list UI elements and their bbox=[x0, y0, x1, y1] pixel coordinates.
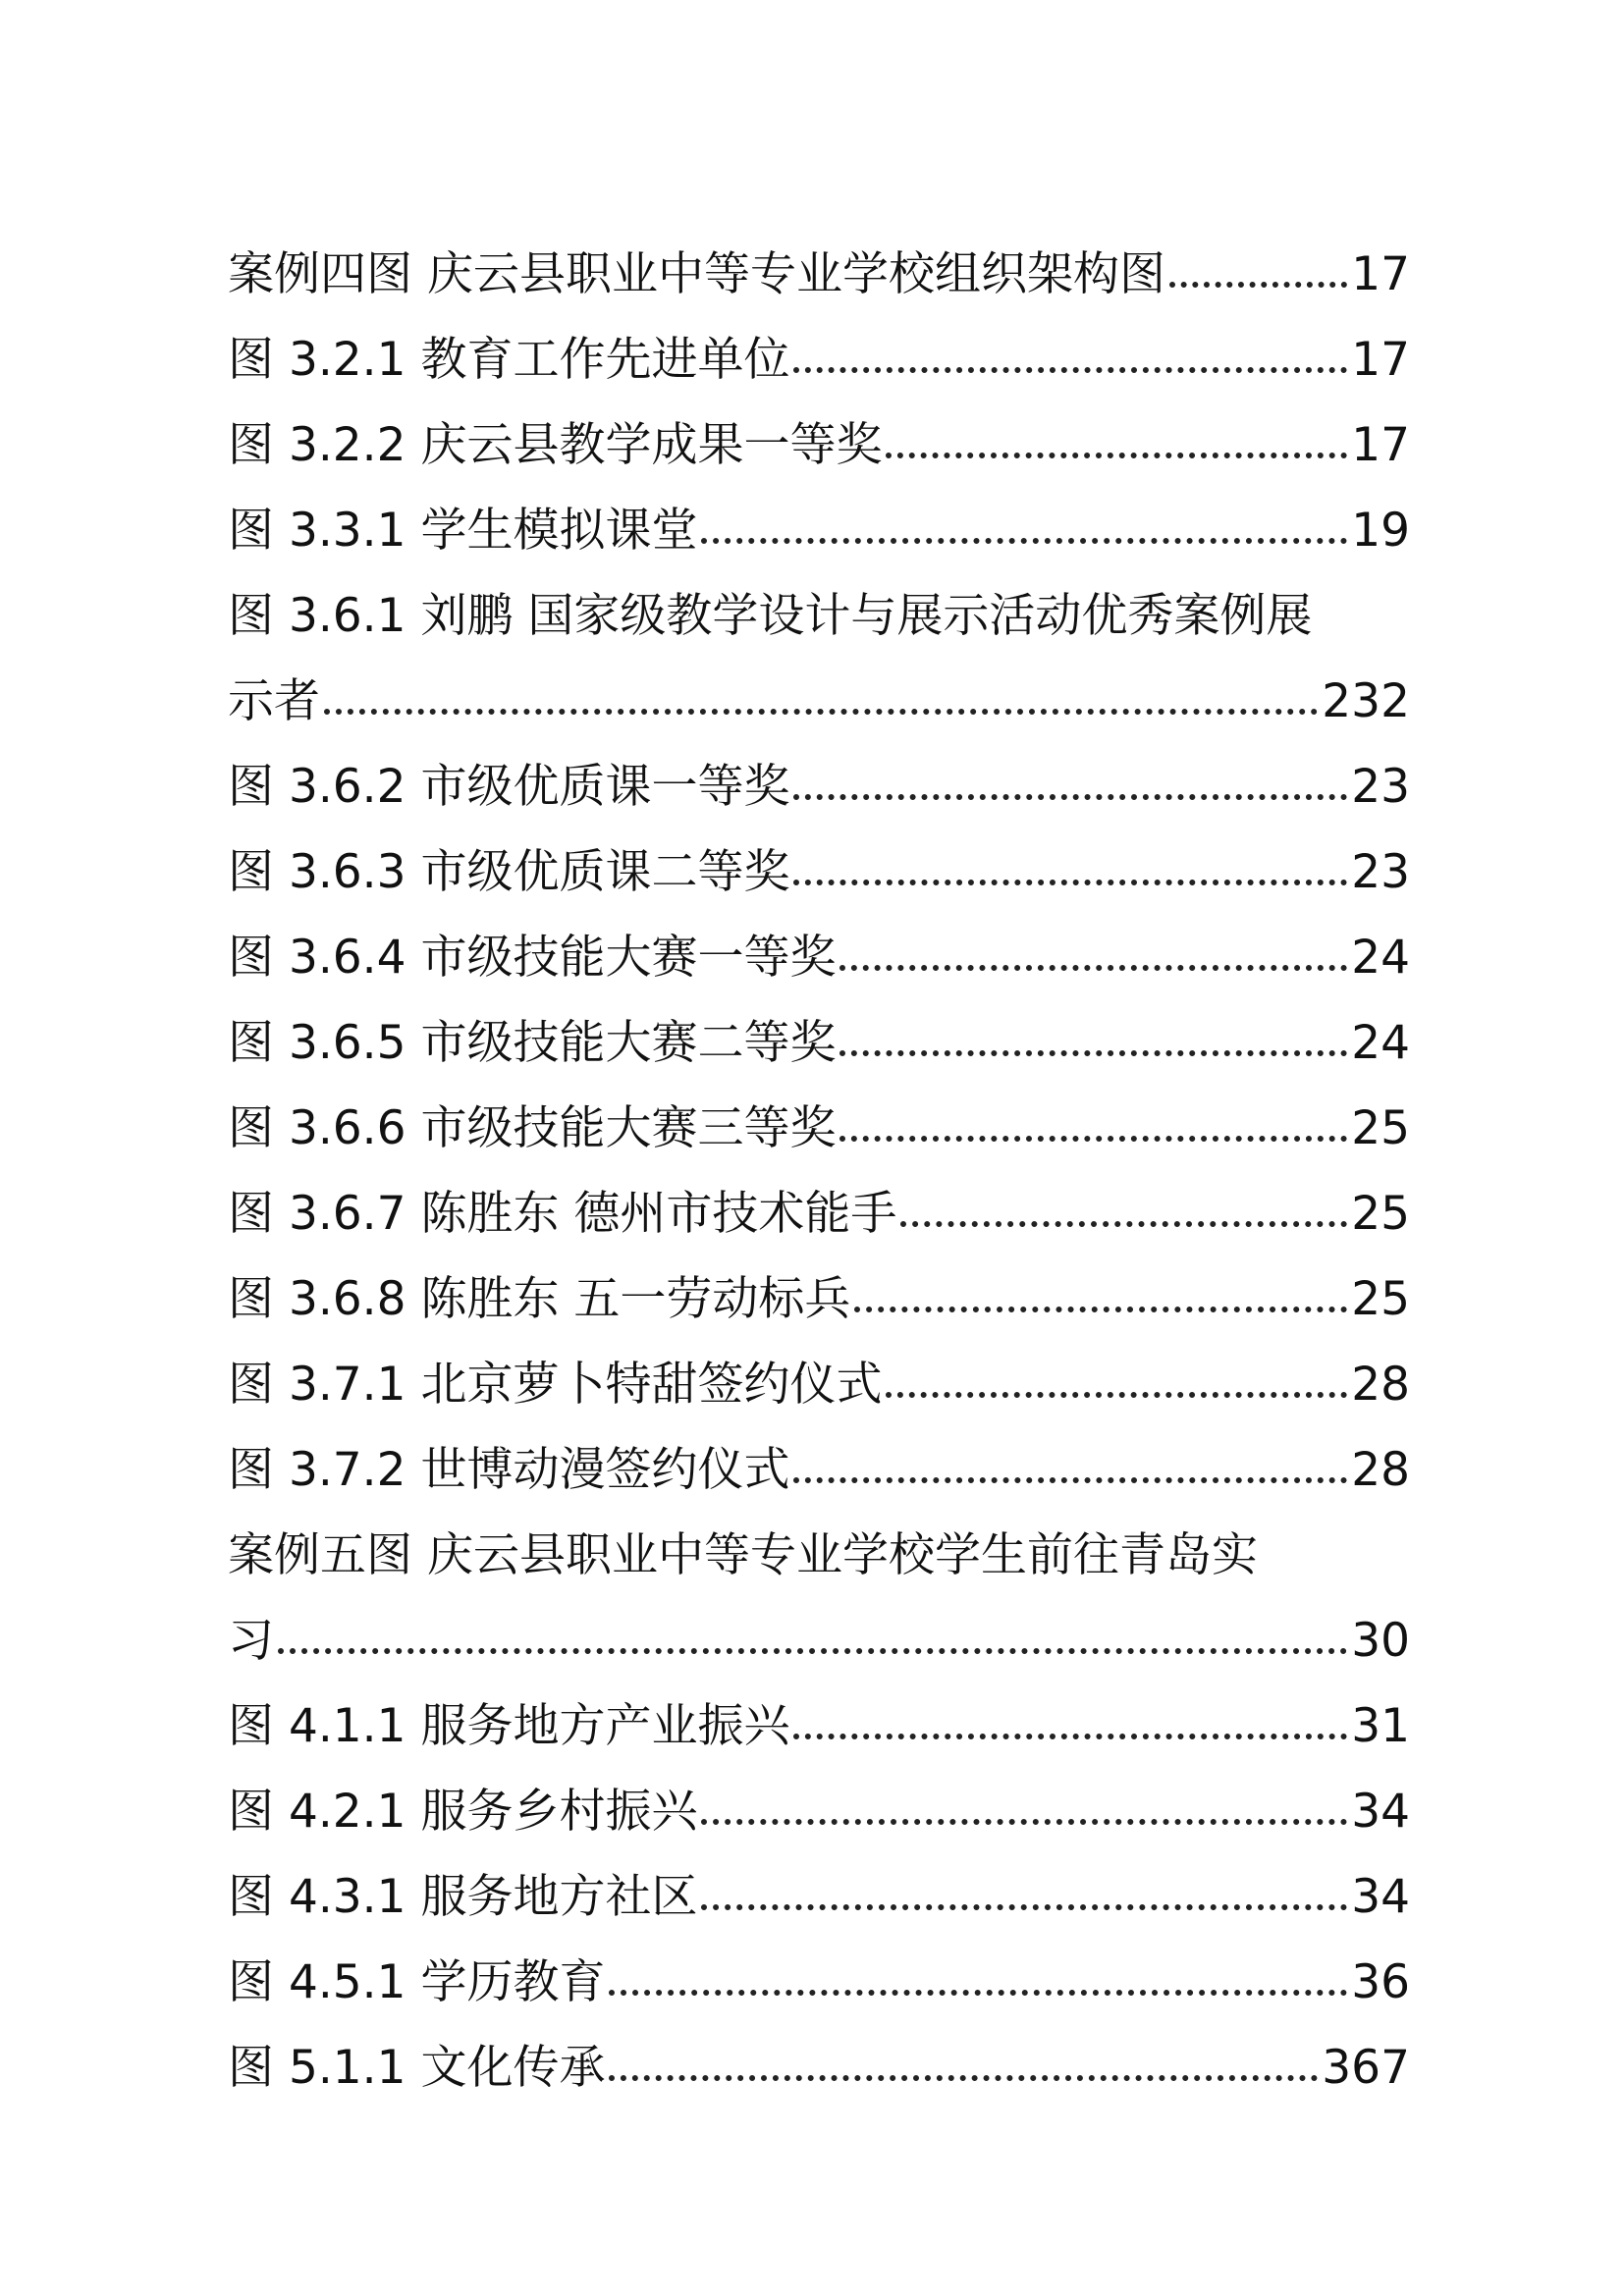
toc-entry-page: 23 bbox=[1351, 760, 1410, 814]
dot-leader bbox=[278, 1648, 1347, 1654]
toc-entry[interactable] bbox=[228, 309, 1410, 395]
dot-leader bbox=[324, 709, 1318, 715]
dot-leader bbox=[609, 1990, 1347, 1996]
dot-leader bbox=[839, 965, 1347, 971]
toc-entry-label: 图 3.7.2 世博动漫签约仪式 bbox=[228, 1443, 790, 1497]
toc-entry-page: 23 bbox=[1351, 845, 1410, 899]
toc-entry-label: 图 5.1.1 文化传承 bbox=[228, 2041, 606, 2095]
toc-entry[interactable] bbox=[228, 1761, 1410, 1846]
toc-entry-label: 图 3.7.1 北京萝卜特甜签约仪式 bbox=[228, 1358, 883, 1412]
dot-leader bbox=[793, 1734, 1347, 1739]
toc-entry-page: 232 bbox=[1322, 674, 1410, 728]
toc-entry-page: 28 bbox=[1351, 1443, 1410, 1497]
toc-entry[interactable] bbox=[228, 1249, 1410, 1334]
toc-entry-page: 28 bbox=[1351, 1358, 1410, 1412]
dot-leader bbox=[793, 794, 1347, 800]
dot-leader bbox=[701, 1904, 1347, 1910]
toc-entry-page: 24 bbox=[1351, 1016, 1410, 1070]
toc-entry[interactable] bbox=[228, 565, 1410, 736]
toc-entry[interactable] bbox=[228, 822, 1410, 907]
toc-entry-label: 图 3.6.6 市级技能大赛三等奖 bbox=[228, 1101, 837, 1155]
toc-entry-label: 图 3.6.3 市级优质课二等奖 bbox=[228, 845, 790, 899]
dot-leader bbox=[839, 1050, 1347, 1056]
toc-entry-label-continued: 习 bbox=[228, 1614, 274, 1668]
table-of-figures bbox=[228, 224, 1410, 2103]
toc-entry[interactable] bbox=[228, 1078, 1410, 1163]
toc-entry[interactable] bbox=[228, 1163, 1410, 1249]
toc-entry[interactable] bbox=[228, 2017, 1410, 2103]
toc-entry[interactable] bbox=[228, 1676, 1410, 1761]
toc-entry[interactable] bbox=[228, 1846, 1410, 1932]
toc-entry-page: 30 bbox=[1351, 1614, 1410, 1668]
toc-entry[interactable] bbox=[228, 1419, 1410, 1505]
toc-entry[interactable] bbox=[228, 736, 1410, 822]
toc-entry[interactable] bbox=[228, 1932, 1410, 2017]
toc-entry-label: 图 3.6.7 陈胜东 德州市技术能手 bbox=[228, 1187, 897, 1241]
toc-entry-label: 图 3.6.5 市级技能大赛二等奖 bbox=[228, 1016, 837, 1070]
toc-entry-label: 图 4.1.1 服务地方产业振兴 bbox=[228, 1699, 790, 1753]
dot-leader bbox=[609, 2075, 1318, 2081]
toc-entry-label: 图 3.6.8 陈胜东 五一劳动标兵 bbox=[228, 1272, 851, 1326]
toc-entry[interactable] bbox=[228, 907, 1410, 992]
toc-entry-label-continued: 示者 bbox=[228, 674, 320, 728]
dot-leader bbox=[839, 1136, 1347, 1142]
toc-entry-page: 34 bbox=[1351, 1870, 1410, 1924]
toc-entry-page: 367 bbox=[1322, 2041, 1410, 2095]
toc-entry-page: 17 bbox=[1351, 333, 1410, 387]
toc-entry-label: 图 4.5.1 学历教育 bbox=[228, 1955, 606, 2009]
toc-entry-label: 图 3.3.1 学生模拟课堂 bbox=[228, 504, 698, 558]
toc-entry-label: 图 3.6.1 刘鹏 国家级教学设计与展示活动优秀案例展 bbox=[228, 589, 1313, 643]
toc-entry[interactable] bbox=[228, 395, 1410, 480]
dot-leader bbox=[886, 1392, 1347, 1398]
dot-leader bbox=[854, 1307, 1347, 1312]
dot-leader bbox=[701, 1819, 1347, 1825]
dot-leader bbox=[886, 453, 1347, 458]
toc-entry[interactable] bbox=[228, 1505, 1410, 1676]
dot-leader bbox=[793, 1477, 1347, 1483]
toc-entry-page: 34 bbox=[1351, 1785, 1410, 1839]
toc-entry[interactable] bbox=[228, 1334, 1410, 1419]
toc-entry-page: 25 bbox=[1351, 1272, 1410, 1326]
dot-leader bbox=[793, 880, 1347, 885]
toc-entry[interactable] bbox=[228, 992, 1410, 1078]
dot-leader bbox=[900, 1221, 1347, 1227]
toc-entry-page: 24 bbox=[1351, 931, 1410, 985]
toc-entry-page: 31 bbox=[1351, 1699, 1410, 1753]
toc-entry[interactable] bbox=[228, 224, 1410, 309]
toc-entry-label: 案例四图 庆云县职业中等专业学校组织架构图 bbox=[228, 247, 1165, 301]
toc-entry-page: 25 bbox=[1351, 1187, 1410, 1241]
dot-leader bbox=[1169, 282, 1347, 288]
toc-entry-page: 17 bbox=[1351, 418, 1410, 472]
toc-entry-label: 图 3.2.2 庆云县教学成果一等奖 bbox=[228, 418, 883, 472]
toc-entry-page: 36 bbox=[1351, 1955, 1410, 2009]
toc-entry-page: 25 bbox=[1351, 1101, 1410, 1155]
toc-entry-page: 17 bbox=[1351, 247, 1410, 301]
toc-entry-label: 图 4.2.1 服务乡村振兴 bbox=[228, 1785, 698, 1839]
toc-entry[interactable] bbox=[228, 480, 1410, 565]
toc-entry-label: 图 3.6.4 市级技能大赛一等奖 bbox=[228, 931, 837, 985]
toc-entry-label: 案例五图 庆云县职业中等专业学校学生前往青岛实 bbox=[228, 1528, 1258, 1582]
dot-leader bbox=[793, 367, 1347, 373]
dot-leader bbox=[701, 538, 1347, 544]
toc-entry-label: 图 3.2.1 教育工作先进单位 bbox=[228, 333, 790, 387]
toc-entry-label: 图 4.3.1 服务地方社区 bbox=[228, 1870, 698, 1924]
toc-entry-label: 图 3.6.2 市级优质课一等奖 bbox=[228, 760, 790, 814]
toc-entry-page: 19 bbox=[1351, 504, 1410, 558]
